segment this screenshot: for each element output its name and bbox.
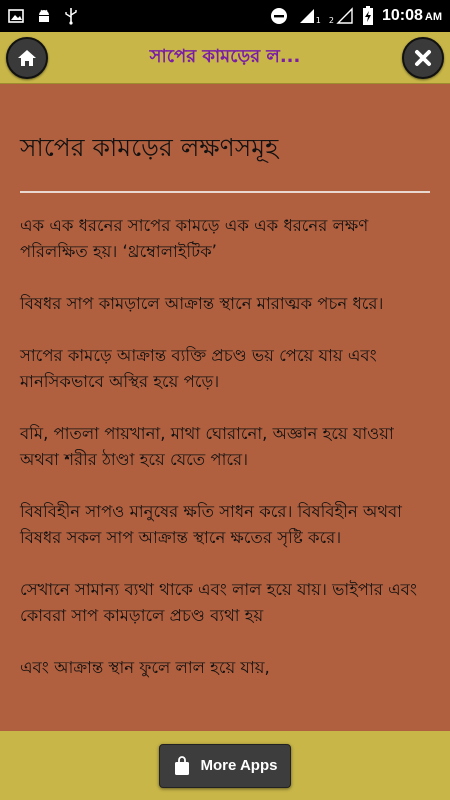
article-paragraph: এবং আক্রান্ত স্থান ফুলে লাল হয়ে যায়, [20,658,270,677]
article-paragraph: সেখানে সামান্য ব্যথা থাকে এবং লাল হয়ে যায়। ভাইপার এবং কোবরা সাপ কামড়ালে প্রচণ্ড ব্যথা হয় [20,580,417,625]
home-icon [17,48,37,68]
status-bar [0,0,450,32]
more-apps-label: More Apps [200,757,278,774]
shopping-bag-icon [173,756,191,776]
app-title: সাপের কামড়ের ল... [149,46,301,67]
sim2-label: 2 [328,16,334,25]
close-icon [413,48,433,68]
article-paragraph: বিষবিহীন সাপও মানুষের ক্ষতি সাধন করে। বিষবিহীন অথবা বিষধর সকল সাপ আক্রান্ত স্থানে ক্ষতের সৃষ্টি করে। [20,502,402,547]
article-paragraph: বমি, পাতলা পায়খানা, মাথা ঘোরানো, অজ্ঞান হয়ে যাওয়া অথবা শরীর ঠাণ্ডা হয়ে যেতে পারে। [20,424,394,469]
status-bar-right [270,6,442,26]
divider [20,191,430,193]
signal-sim1-icon [296,7,321,25]
do-not-disturb-icon [270,7,288,25]
usb-icon [64,7,78,25]
sim1-label: 1 [315,16,321,25]
more-apps-button[interactable] [159,744,291,788]
home-button[interactable] [6,37,48,79]
signal-sim2-icon [329,7,354,25]
article-paragraph: বিষধর সাপ কামড়ালে আক্রান্ত স্থানে মারাত্মক পচন ধরে। [20,294,384,313]
article-paragraph: সাপের কামড়ে আক্রান্ত ব্যক্তি প্রচণ্ড ভয় পেয়ে যায় এবং মানসিকভাবে অস্থির হয়ে পড়ে। [20,346,377,391]
android-icon [36,8,52,24]
page-title: সাপের কামড়ের লক্ষণসমূহ [20,133,279,162]
image-icon [8,9,24,23]
close-button[interactable] [402,37,444,79]
article-content[interactable] [0,85,450,731]
battery-charging-icon [362,6,374,26]
app-bar [0,32,450,84]
bottom-bar [0,731,450,800]
article-paragraph: এক এক ধরনের সাপের কামড়ে এক এক ধরনের লক্ষণ পরিলক্ষিত হয়। ‘থ্রম্বোলাইটিক’ [20,216,369,261]
clock-time: 10:08 [381,7,423,24]
status-clock [382,7,442,25]
status-bar-left [8,7,78,25]
clock-ampm: AM [424,11,442,23]
